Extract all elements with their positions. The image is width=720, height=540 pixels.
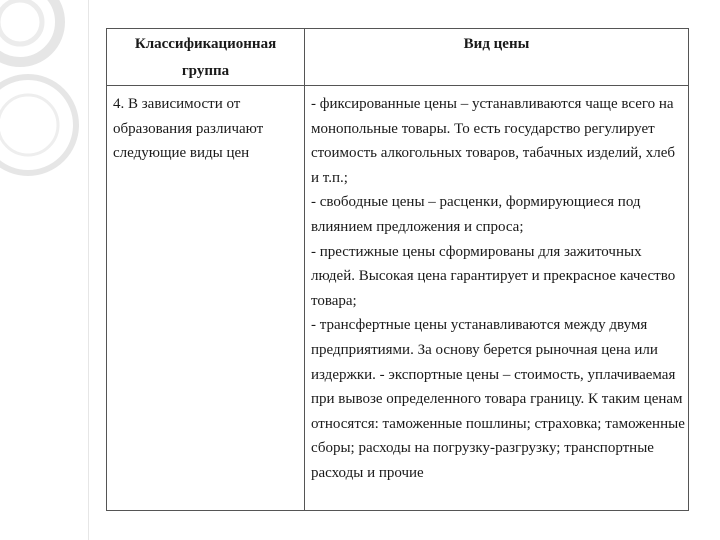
price-types-list	[311, 92, 686, 486]
price-classification-table	[106, 28, 689, 511]
table-header-row	[107, 29, 689, 86]
price-type-fixed: - фиксированные цены – устанавливаются чаще всего на монопольные товары. То есть государство регулирует стоимость алкогольных товаров, табачных изделий, хлеб и т.п.;	[311, 96, 676, 186]
header-classification-group: Классификационная группа	[107, 29, 305, 86]
price-types-cell	[305, 86, 689, 511]
decor-circle-lower-inner	[0, 95, 58, 155]
price-type-free: - свободные цены – расценки, формирующиеся под влиянием предложения и спроса;	[311, 194, 641, 235]
decor-circle-inner	[0, 0, 42, 44]
price-type-prestige: - престижные цены сформированы для зажиточных людей. Высокая цена гарантирует и прекрасное качество товара;	[311, 243, 676, 309]
decor-circle-outer	[0, 0, 60, 62]
group-cell: 4. В зависимости от образования различают следующие виды цен	[107, 86, 305, 511]
decorative-circles-graphic	[0, 0, 100, 200]
price-type-transfer-export: - трансфертные цены устанавливаются между двумя предприятиями. За основу берется рыночная цена или издержки. - экспортные цены – стоимость, уплачиваемая при вывозе определенного товара границу. К таким ценам относятся: таможенные пошлины; страховка; таможенные сборы; расходы на погрузку-разгрузку; транспортные расходы и прочие	[311, 317, 685, 481]
decor-circle-lower-outer	[0, 77, 76, 173]
table-row	[107, 86, 689, 511]
header-price-type: Вид цены	[305, 29, 689, 86]
